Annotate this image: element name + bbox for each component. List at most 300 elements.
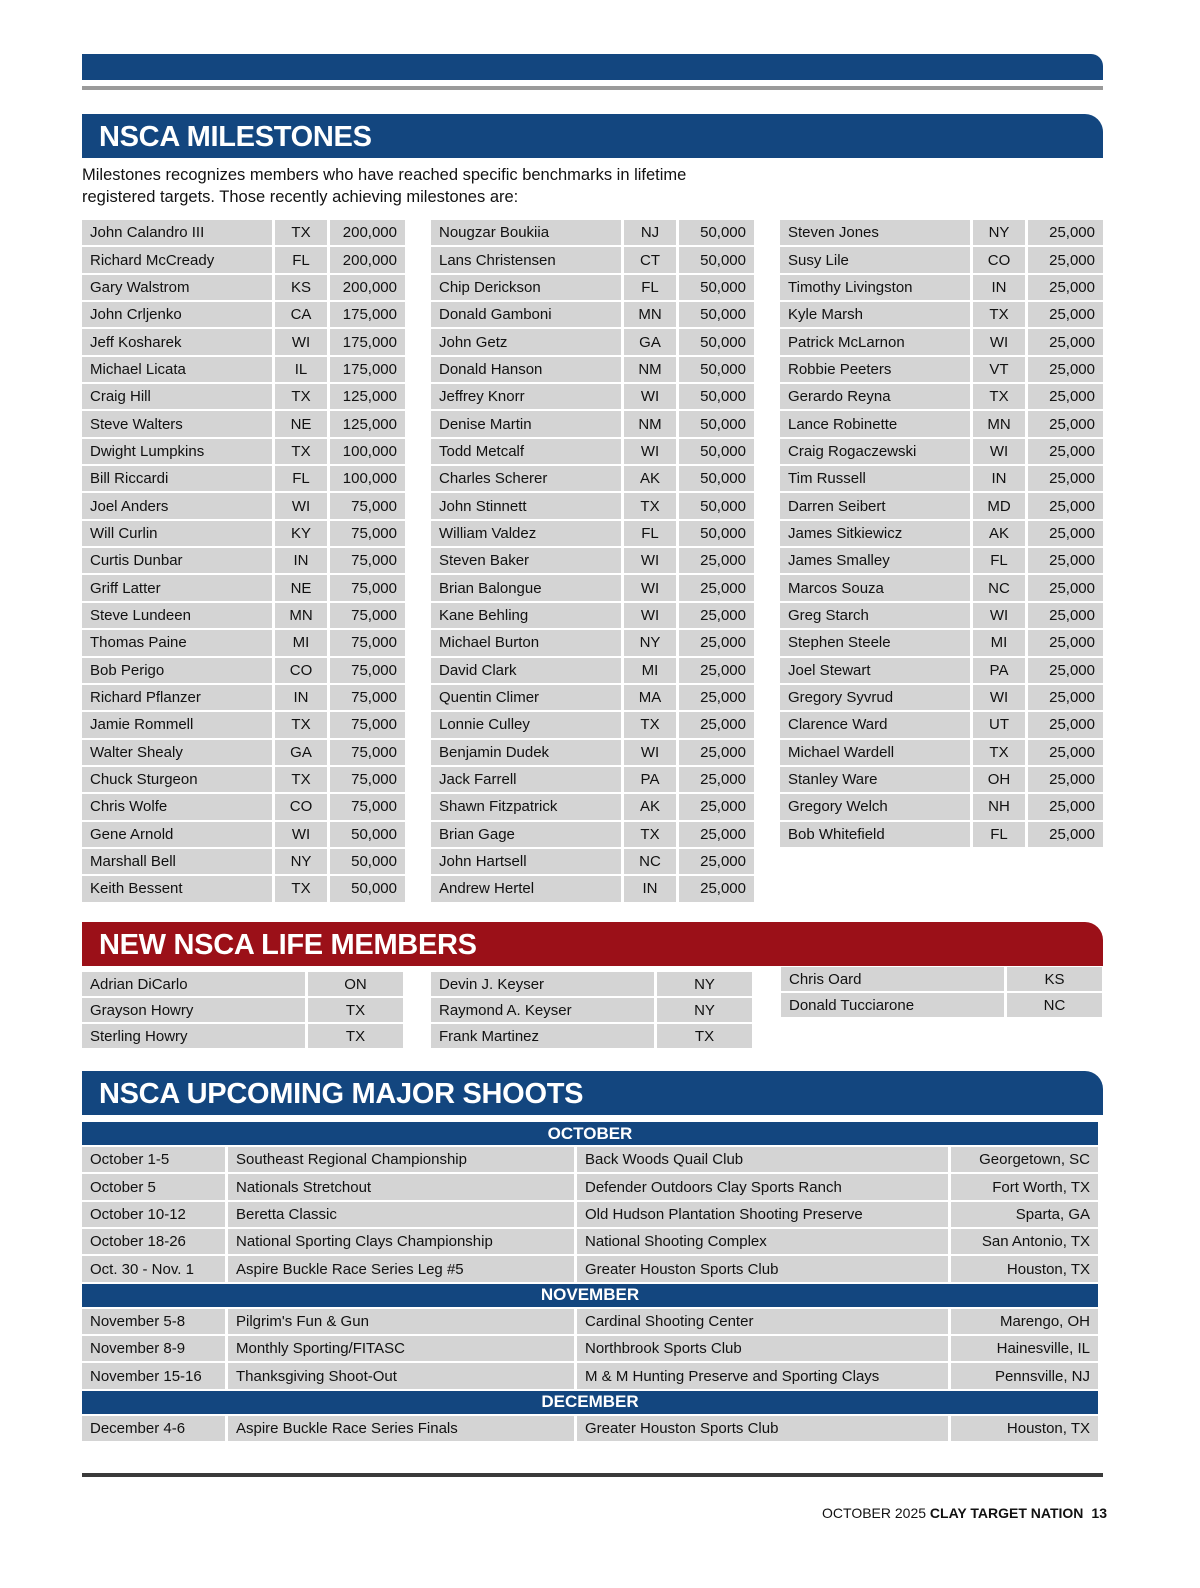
member-state: AK <box>973 521 1028 548</box>
member-state: MD <box>973 493 1028 520</box>
month-name: OCTOBER <box>82 1122 1098 1147</box>
member-name: Brian Gage <box>431 822 624 849</box>
target-count: 75,000 <box>330 740 405 767</box>
member-state: IN <box>275 685 330 712</box>
member-name: James Smalley <box>780 548 973 575</box>
member-name: Adrian DiCarlo <box>82 972 308 998</box>
target-count: 25,000 <box>679 685 754 712</box>
target-count: 50,000 <box>679 439 754 466</box>
member-name: Donald Tucciarone <box>781 993 1007 1019</box>
member-name: Lance Robinette <box>780 411 973 438</box>
member-state: NC <box>624 849 679 876</box>
member-state: NY <box>624 630 679 657</box>
member-name: Chris Wolfe <box>82 794 275 821</box>
member-name: Craig Hill <box>82 384 275 411</box>
member-state: WI <box>275 822 330 849</box>
milestone-row <box>780 575 1103 602</box>
milestone-row <box>82 275 405 302</box>
milestone-row <box>431 603 754 630</box>
life-member-row <box>82 998 403 1024</box>
milestone-row <box>82 685 405 712</box>
shoot-dates: October 1-5 <box>82 1147 228 1174</box>
life-members-title: NEW NSCA LIFE MEMBERS <box>82 922 1103 966</box>
member-name: Timothy Livingston <box>780 275 973 302</box>
milestone-row <box>780 329 1103 356</box>
target-count: 75,000 <box>330 685 405 712</box>
milestone-row <box>780 767 1103 794</box>
shoot-dates: November 15-16 <box>82 1363 228 1390</box>
target-count: 50,000 <box>679 493 754 520</box>
member-state: TX <box>275 712 330 739</box>
target-count: 50,000 <box>679 411 754 438</box>
target-count: 25,000 <box>1028 357 1103 384</box>
member-name: Marshall Bell <box>82 849 275 876</box>
member-name: Gene Arnold <box>82 822 275 849</box>
member-state: PA <box>624 767 679 794</box>
member-name: Susy Lile <box>780 247 973 274</box>
member-state: CO <box>275 794 330 821</box>
member-state: WI <box>624 740 679 767</box>
shoot-dates: October 10-12 <box>82 1202 228 1229</box>
milestone-row <box>431 275 754 302</box>
milestone-row <box>82 521 405 548</box>
member-name: Michael Burton <box>431 630 624 657</box>
target-count: 175,000 <box>330 302 405 329</box>
member-state: CA <box>275 302 330 329</box>
shoot-dates: November 5-8 <box>82 1309 228 1336</box>
milestone-row <box>82 247 405 274</box>
target-count: 25,000 <box>679 822 754 849</box>
milestone-row <box>431 876 754 903</box>
member-state: ON <box>308 972 403 998</box>
target-count: 50,000 <box>330 849 405 876</box>
month-header <box>82 1284 1098 1309</box>
milestone-row <box>780 220 1103 247</box>
shoot-event: Beretta Classic <box>228 1202 577 1229</box>
member-state: MI <box>624 658 679 685</box>
member-state: NY <box>275 849 330 876</box>
member-name: Bob Whitefield <box>780 822 973 849</box>
member-name: Stanley Ware <box>780 767 973 794</box>
milestone-row <box>82 384 405 411</box>
milestone-row <box>431 794 754 821</box>
target-count: 175,000 <box>330 357 405 384</box>
shoot-row <box>82 1416 1098 1443</box>
member-state: KS <box>275 275 330 302</box>
member-state: TX <box>275 767 330 794</box>
target-count: 25,000 <box>679 548 754 575</box>
target-count: 75,000 <box>330 575 405 602</box>
member-state: NH <box>973 794 1028 821</box>
shoot-event: Nationals Stretchout <box>228 1174 577 1201</box>
milestone-row <box>780 822 1103 849</box>
member-state: MN <box>973 411 1028 438</box>
month-header <box>82 1391 1098 1416</box>
milestone-row <box>780 439 1103 466</box>
target-count: 50,000 <box>679 247 754 274</box>
member-state: IN <box>973 275 1028 302</box>
member-name: Chuck Sturgeon <box>82 767 275 794</box>
member-name: Richard Pflanzer <box>82 685 275 712</box>
member-state: TX <box>308 1024 403 1050</box>
member-name: Frank Martinez <box>431 1024 657 1050</box>
member-state: NE <box>275 575 330 602</box>
milestone-row <box>82 822 405 849</box>
target-count: 125,000 <box>330 384 405 411</box>
member-state: WI <box>624 575 679 602</box>
member-name: Denise Martin <box>431 411 624 438</box>
member-name: Curtis Dunbar <box>82 548 275 575</box>
shoot-event: Pilgrim's Fun & Gun <box>228 1309 577 1336</box>
footer-issue: OCTOBER 2025 <box>822 1505 927 1521</box>
milestone-row <box>82 220 405 247</box>
milestones-table-3 <box>780 220 1103 849</box>
target-count: 25,000 <box>679 767 754 794</box>
shoot-row <box>82 1336 1098 1363</box>
member-name: Donald Gamboni <box>431 302 624 329</box>
milestone-row <box>780 712 1103 739</box>
life-members-table-3 <box>781 967 1102 1019</box>
member-name: Chris Oard <box>781 967 1007 993</box>
member-name: Charles Scherer <box>431 466 624 493</box>
member-name: Quentin Climer <box>431 685 624 712</box>
member-name: Patrick McLarnon <box>780 329 973 356</box>
target-count: 125,000 <box>330 411 405 438</box>
life-members-table-1 <box>82 972 403 1050</box>
member-state: KS <box>1007 967 1102 993</box>
target-count: 200,000 <box>330 220 405 247</box>
shoot-location: Houston, TX <box>951 1416 1098 1443</box>
member-state: AK <box>624 466 679 493</box>
target-count: 50,000 <box>679 357 754 384</box>
member-name: James Sitkiewicz <box>780 521 973 548</box>
target-count: 100,000 <box>330 439 405 466</box>
shoot-dates: October 18-26 <box>82 1229 228 1256</box>
target-count: 25,000 <box>1028 603 1103 630</box>
member-name: Dwight Lumpkins <box>82 439 275 466</box>
member-state: FL <box>973 822 1028 849</box>
member-state: MI <box>275 630 330 657</box>
member-state: MI <box>973 630 1028 657</box>
member-name: Nougzar Boukiia <box>431 220 624 247</box>
shoot-dates: December 4-6 <box>82 1416 228 1443</box>
milestone-row <box>431 575 754 602</box>
member-state: TX <box>275 384 330 411</box>
target-count: 75,000 <box>330 521 405 548</box>
member-state: FL <box>973 548 1028 575</box>
member-name: Michael Licata <box>82 357 275 384</box>
target-count: 200,000 <box>330 275 405 302</box>
shoot-event: Southeast Regional Championship <box>228 1147 577 1174</box>
shoot-event: National Sporting Clays Championship <box>228 1229 577 1256</box>
target-count: 175,000 <box>330 329 405 356</box>
target-count: 50,000 <box>679 275 754 302</box>
member-state: NE <box>275 411 330 438</box>
target-count: 25,000 <box>1028 466 1103 493</box>
page-footer <box>822 1505 1107 1521</box>
member-name: John Crljenko <box>82 302 275 329</box>
milestone-row <box>431 740 754 767</box>
target-count: 25,000 <box>1028 493 1103 520</box>
month-name: DECEMBER <box>82 1391 1098 1416</box>
member-name: John Calandro III <box>82 220 275 247</box>
member-name: John Hartsell <box>431 849 624 876</box>
milestone-row <box>431 302 754 329</box>
member-state: NY <box>657 998 752 1024</box>
milestone-row <box>431 493 754 520</box>
month-header <box>82 1122 1098 1147</box>
target-count: 25,000 <box>679 794 754 821</box>
shoot-location: Fort Worth, TX <box>951 1174 1098 1201</box>
shoot-row <box>82 1174 1098 1201</box>
member-name: Jamie Rommell <box>82 712 275 739</box>
milestone-row <box>82 794 405 821</box>
milestone-row <box>431 384 754 411</box>
member-name: Greg Starch <box>780 603 973 630</box>
member-name: Robbie Peeters <box>780 357 973 384</box>
member-state: UT <box>973 712 1028 739</box>
milestone-row <box>431 220 754 247</box>
target-count: 25,000 <box>679 849 754 876</box>
life-member-row <box>82 972 403 998</box>
milestone-row <box>780 384 1103 411</box>
member-name: Marcos Souza <box>780 575 973 602</box>
milestone-row <box>431 466 754 493</box>
milestone-row <box>780 685 1103 712</box>
target-count: 50,000 <box>679 384 754 411</box>
target-count: 25,000 <box>1028 658 1103 685</box>
milestone-row <box>780 658 1103 685</box>
member-name: Darren Seibert <box>780 493 973 520</box>
milestone-row <box>431 521 754 548</box>
member-name: Tim Russell <box>780 466 973 493</box>
member-state: IN <box>624 876 679 903</box>
shoots-title: NSCA UPCOMING MAJOR SHOOTS <box>82 1071 1103 1115</box>
shoot-location: Houston, TX <box>951 1256 1098 1283</box>
milestones-table-2 <box>431 220 754 904</box>
milestone-row <box>780 411 1103 438</box>
member-state: MN <box>275 603 330 630</box>
member-name: Andrew Hertel <box>431 876 624 903</box>
member-name: Richard McCready <box>82 247 275 274</box>
member-name: Lans Christensen <box>431 247 624 274</box>
member-state: NM <box>624 357 679 384</box>
milestone-row <box>82 712 405 739</box>
target-count: 75,000 <box>330 767 405 794</box>
target-count: 50,000 <box>679 466 754 493</box>
member-name: John Stinnett <box>431 493 624 520</box>
shoot-event: Monthly Sporting/FITASC <box>228 1336 577 1363</box>
member-state: CO <box>275 658 330 685</box>
shoot-row <box>82 1363 1098 1390</box>
milestone-row <box>431 712 754 739</box>
shoot-row <box>82 1229 1098 1256</box>
shoot-location: Sparta, GA <box>951 1202 1098 1229</box>
milestone-row <box>780 357 1103 384</box>
member-state: GA <box>624 329 679 356</box>
milestone-row <box>82 548 405 575</box>
milestone-row <box>431 767 754 794</box>
member-state: TX <box>308 998 403 1024</box>
member-name: Grayson Howry <box>82 998 308 1024</box>
target-count: 25,000 <box>1028 740 1103 767</box>
target-count: 75,000 <box>330 712 405 739</box>
shoot-location: San Antonio, TX <box>951 1229 1098 1256</box>
target-count: 25,000 <box>1028 275 1103 302</box>
life-member-row <box>82 1024 403 1050</box>
shoot-location: Hainesville, IL <box>951 1336 1098 1363</box>
member-name: Shawn Fitzpatrick <box>431 794 624 821</box>
member-state: TX <box>275 220 330 247</box>
member-name: Stephen Steele <box>780 630 973 657</box>
member-state: WI <box>973 685 1028 712</box>
member-name: Brian Balongue <box>431 575 624 602</box>
target-count: 75,000 <box>330 658 405 685</box>
member-state: IL <box>275 357 330 384</box>
target-count: 50,000 <box>679 302 754 329</box>
target-count: 75,000 <box>330 630 405 657</box>
member-name: William Valdez <box>431 521 624 548</box>
member-state: PA <box>973 658 1028 685</box>
milestone-row <box>780 247 1103 274</box>
milestone-row <box>82 876 405 903</box>
milestone-row <box>82 603 405 630</box>
target-count: 75,000 <box>330 548 405 575</box>
milestone-row <box>431 822 754 849</box>
milestone-row <box>780 302 1103 329</box>
shoot-dates: October 5 <box>82 1174 228 1201</box>
target-count: 25,000 <box>1028 439 1103 466</box>
member-name: Will Curlin <box>82 521 275 548</box>
member-name: Lonnie Culley <box>431 712 624 739</box>
member-name: Chip Derickson <box>431 275 624 302</box>
milestone-row <box>431 548 754 575</box>
member-state: FL <box>275 247 330 274</box>
member-name: Benjamin Dudek <box>431 740 624 767</box>
target-count: 75,000 <box>330 493 405 520</box>
shoot-location: Georgetown, SC <box>951 1147 1098 1174</box>
member-name: Keith Bessent <box>82 876 275 903</box>
target-count: 50,000 <box>330 876 405 903</box>
member-state: TX <box>275 876 330 903</box>
milestone-row <box>431 849 754 876</box>
milestones-title: NSCA MILESTONES <box>82 114 1103 158</box>
member-name: Jeff Kosharek <box>82 329 275 356</box>
footer-rule <box>82 1473 1103 1477</box>
member-state: WI <box>275 329 330 356</box>
shoot-club: Northbrook Sports Club <box>577 1336 951 1363</box>
member-state: WI <box>973 603 1028 630</box>
milestone-row <box>82 439 405 466</box>
member-state: GA <box>275 740 330 767</box>
shoots-table <box>82 1122 1098 1443</box>
milestone-row <box>82 302 405 329</box>
member-state: CT <box>624 247 679 274</box>
target-count: 50,000 <box>330 822 405 849</box>
shoot-club: Cardinal Shooting Center <box>577 1309 951 1336</box>
shoot-dates: Oct. 30 - Nov. 1 <box>82 1256 228 1283</box>
shoot-club: Greater Houston Sports Club <box>577 1256 951 1283</box>
milestone-row <box>431 411 754 438</box>
milestone-row <box>431 439 754 466</box>
member-state: NM <box>624 411 679 438</box>
milestone-row <box>780 548 1103 575</box>
member-name: Gregory Syvrud <box>780 685 973 712</box>
shoot-club: Greater Houston Sports Club <box>577 1416 951 1443</box>
milestone-row <box>82 849 405 876</box>
member-name: Bob Perigo <box>82 658 275 685</box>
target-count: 25,000 <box>1028 685 1103 712</box>
shoot-row <box>82 1202 1098 1229</box>
target-count: 75,000 <box>330 794 405 821</box>
milestone-row <box>431 658 754 685</box>
shoot-club: Old Hudson Plantation Shooting Preserve <box>577 1202 951 1229</box>
member-name: Walter Shealy <box>82 740 275 767</box>
milestone-row <box>82 493 405 520</box>
member-state: TX <box>275 439 330 466</box>
target-count: 25,000 <box>679 603 754 630</box>
member-name: Thomas Paine <box>82 630 275 657</box>
milestone-row <box>780 740 1103 767</box>
member-name: Jack Farrell <box>431 767 624 794</box>
milestone-row <box>780 275 1103 302</box>
milestone-row <box>82 630 405 657</box>
milestone-row <box>431 247 754 274</box>
member-name: Gerardo Reyna <box>780 384 973 411</box>
member-name: Michael Wardell <box>780 740 973 767</box>
month-name: NOVEMBER <box>82 1284 1098 1309</box>
member-name: Joel Stewart <box>780 658 973 685</box>
shoot-event: Thanksgiving Shoot-Out <box>228 1363 577 1390</box>
life-member-row <box>781 967 1102 993</box>
target-count: 25,000 <box>679 876 754 903</box>
shoot-event: Aspire Buckle Race Series Leg #5 <box>228 1256 577 1283</box>
shoot-location: Pennsville, NJ <box>951 1363 1098 1390</box>
footer-magazine: CLAY TARGET NATION <box>929 1505 1084 1521</box>
member-state: MA <box>624 685 679 712</box>
target-count: 25,000 <box>679 712 754 739</box>
member-name: Steven Jones <box>780 220 973 247</box>
member-state: AK <box>624 794 679 821</box>
milestone-row <box>780 466 1103 493</box>
member-name: Griff Latter <box>82 575 275 602</box>
member-name: Sterling Howry <box>82 1024 308 1050</box>
member-state: WI <box>624 439 679 466</box>
member-state: TX <box>973 384 1028 411</box>
member-state: WI <box>973 439 1028 466</box>
member-state: NC <box>973 575 1028 602</box>
member-state: FL <box>624 275 679 302</box>
member-name: Gregory Welch <box>780 794 973 821</box>
milestones-intro: Milestones recognizes members who have reached specific benchmarks in lifetime registered targets. Those recently achieving milestones are: <box>82 166 687 206</box>
milestone-row <box>431 630 754 657</box>
milestone-row <box>780 794 1103 821</box>
target-count: 25,000 <box>1028 822 1103 849</box>
target-count: 25,000 <box>1028 384 1103 411</box>
member-state: WI <box>624 384 679 411</box>
target-count: 200,000 <box>330 247 405 274</box>
member-state: MN <box>624 302 679 329</box>
member-state: WI <box>624 548 679 575</box>
milestone-row <box>82 767 405 794</box>
milestone-row <box>82 329 405 356</box>
milestone-row <box>431 357 754 384</box>
target-count: 25,000 <box>1028 630 1103 657</box>
member-name: Steve Walters <box>82 411 275 438</box>
member-name: Raymond A. Keyser <box>431 998 657 1024</box>
target-count: 25,000 <box>1028 329 1103 356</box>
shoot-club: Defender Outdoors Clay Sports Ranch <box>577 1174 951 1201</box>
